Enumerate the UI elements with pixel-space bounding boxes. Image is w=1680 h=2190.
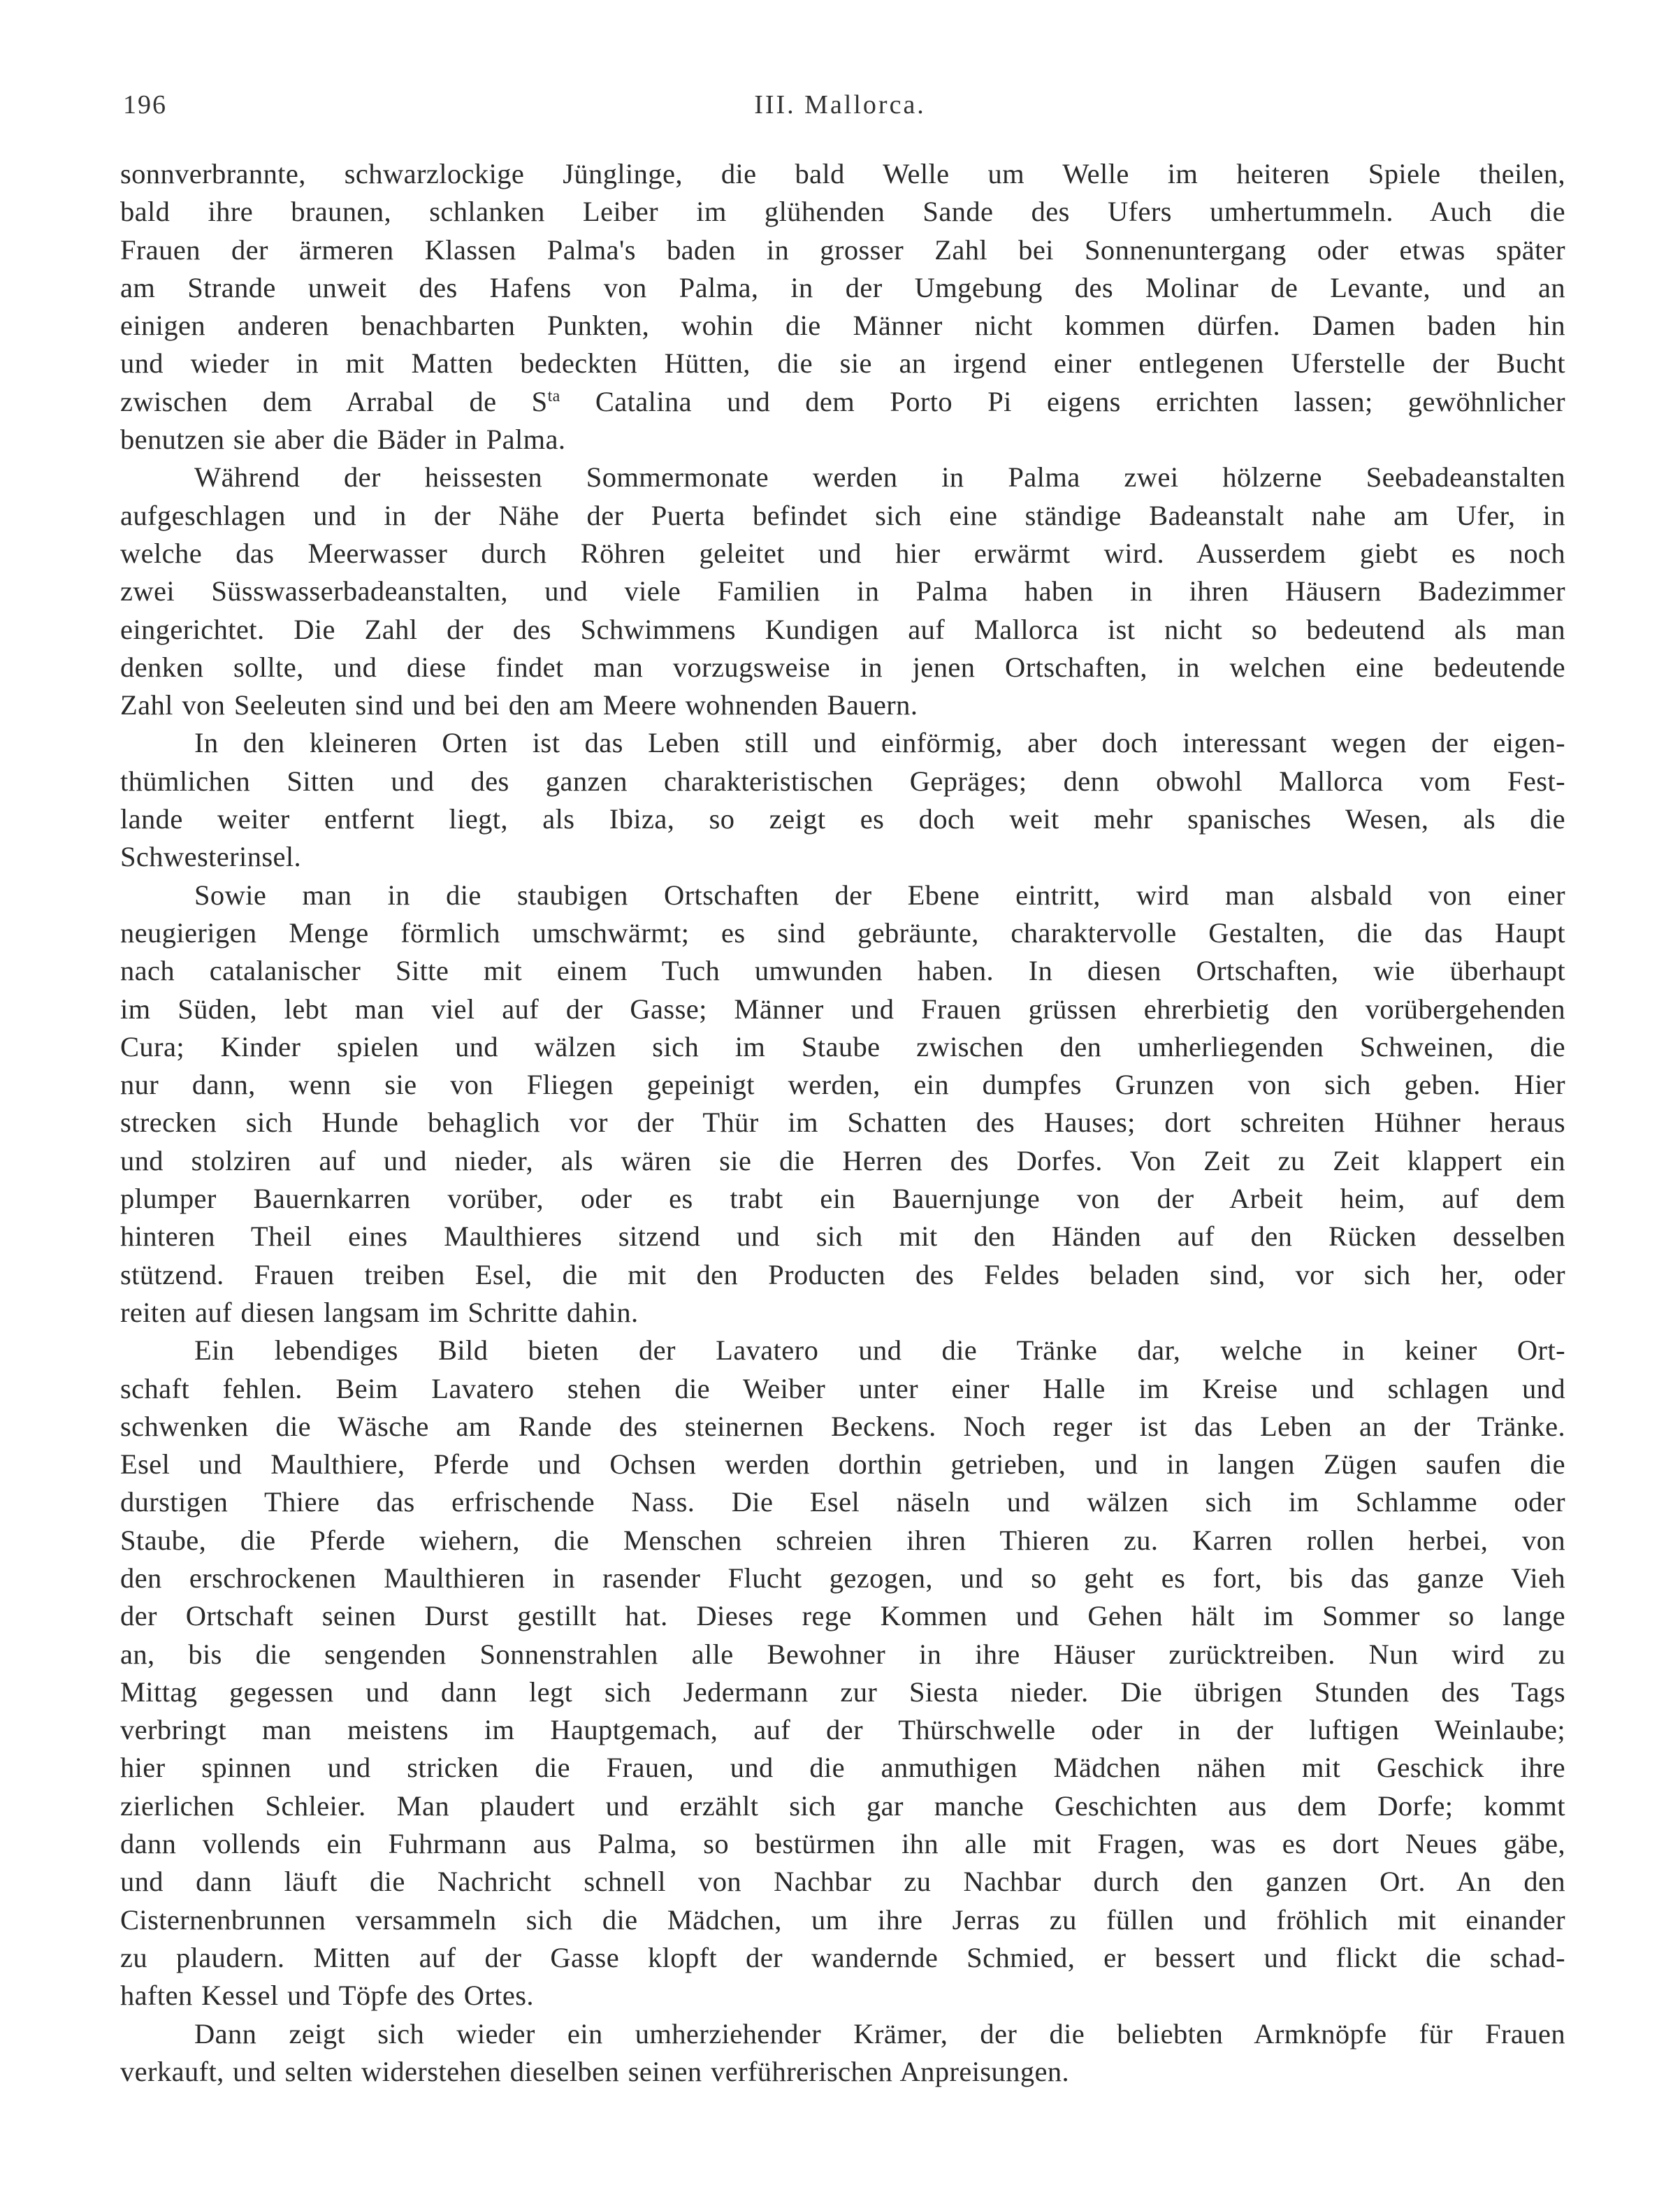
body-text xyxy=(120,155,1565,2091)
superscript: ta xyxy=(547,387,560,405)
text-line: hier spinnen und stricken die Frauen, und die anmuthigen Mädchen nähen mit Geschick ihre xyxy=(120,1752,1565,1784)
text-line: im Süden, lebt man viel auf der Gasse; Männer und Frauen grüssen ehrerbietig den vorübergehenden xyxy=(120,993,1565,1025)
text-line: einigen anderen benachbarten Punkten, wohin die Männer nicht kommen dürfen. Damen baden hin xyxy=(120,310,1565,342)
paragraph xyxy=(120,724,1565,876)
page-number: 196 xyxy=(123,90,167,120)
text-line: nach catalanischer Sitte mit einem Tuch umwunden haben. In diesen Ortschaften, wie überhaupt xyxy=(120,955,1565,987)
text-line: thümlichen Sitten und des ganzen charakteristischen Gepräges; denn obwohl Mallorca vom Fest- xyxy=(120,765,1565,797)
text-line: benutzen sie aber die Bäder in Palma. xyxy=(120,424,566,456)
text-line: zwei Süsswasserbadeanstalten, und viele Familien in Palma haben in ihren Häusern Badezimmer xyxy=(120,575,1565,607)
text-line: reiten auf diesen langsam im Schritte dahin. xyxy=(120,1296,639,1328)
text-line: strecken sich Hunde behaglich vor der Thür im Schatten des Hauses; dort schreiten Hühner heraus xyxy=(120,1107,1565,1139)
text-line: Cura; Kinder spielen und wälzen sich im Staube zwischen den umherliegenden Schweinen, die xyxy=(120,1030,1565,1062)
paragraph xyxy=(120,2015,1565,2091)
text-line: Ein lebendiges Bild bieten der Lavatero und die Tränke dar, welche in keiner Ort- xyxy=(194,1334,1565,1367)
text-line: verkauft, und selten widerstehen dieselben seinen verführerischen Anpreisungen. xyxy=(120,2055,1070,2087)
text-line: plumper Bauernkarren vorüber, oder es trabt ein Bauernjunge von der Arbeit heim, auf dem xyxy=(120,1183,1565,1215)
text-line: aufgeschlagen und in der Nähe der Puerta befindet sich eine ständige Badeanstalt nahe am Ufer, in xyxy=(120,499,1565,531)
text-line: denken sollte, und diese findet man vorzugsweise in jenen Ortschaften, in welchen eine bedeutende xyxy=(120,651,1565,683)
text-segment: zwischen dem Arrabal de S xyxy=(120,385,548,417)
text-line: am Strande unweit des Hafens von Palma, in der Umgebung des Molinar de Levante, und an xyxy=(120,271,1565,303)
text-line: Zahl von Seeleuten sind und bei den am Meere wohnenden Bauern. xyxy=(120,689,918,721)
text-line: Staube, die Pferde wiehern, die Menschen schreien ihren Thieren zu. Karren rollen herbei, von xyxy=(120,1524,1565,1556)
text-line: hinteren Theil eines Maulthieres sitzend und sich mit den Händen auf den Rücken desselben xyxy=(120,1220,1565,1253)
text-line: haften Kessel und Töpfe des Ortes. xyxy=(120,1980,534,2012)
text-line: verbringt man meistens im Hauptgemach, auf der Thürschwelle oder in der luftigen Weinlaube; xyxy=(120,1714,1565,1746)
text-line: welche das Meerwasser durch Röhren geleitet und hier erwärmt wird. Ausserdem giebt es noch xyxy=(120,537,1565,569)
text-line: In den kleineren Orten ist das Leben still und einförmig, aber doch interessant wegen der eigen- xyxy=(194,727,1565,759)
text-line: dann vollends ein Fuhrmann aus Palma, so bestürmen ihn alle mit Fragen, was es dort Neues gäbe, xyxy=(120,1828,1565,1860)
paragraph xyxy=(120,1332,1565,2015)
text-line xyxy=(120,383,1565,421)
text-line: den erschrockenen Maulthieren in rasender Flucht gezogen, und so geht es fort, bis das ganze Vieh xyxy=(120,1562,1565,1594)
text-line: Mittag gegessen und dann legt sich Jedermann zur Siesta nieder. Die übrigen Stunden des Tags xyxy=(120,1676,1565,1708)
text-line: Esel und Maulthiere, Pferde und Ochsen werden dorthin getrieben, und in langen Zügen saufen die xyxy=(120,1448,1565,1481)
text-line: stützend. Frauen treiben Esel, die mit den Producten des Feldes beladen sind, vor sich her, oder xyxy=(120,1258,1565,1290)
text-line: Schwesterinsel. xyxy=(120,841,302,873)
text-line: schwenken die Wäsche am Rande des steinernen Beckens. Noch reger ist das Leben an der Tränke. xyxy=(120,1410,1565,1442)
text-line: Sowie man in die staubigen Ortschaften der Ebene eintritt, wird man alsbald von einer xyxy=(194,879,1565,911)
text-line: sonnverbrannte, schwarzlockige Jünglinge, die bald Welle um Welle im heiteren Spiele theilen, xyxy=(120,158,1565,189)
text-line: bald ihre braunen, schlanken Leiber im glühenden Sande des Ufers umhertummeln. Auch die xyxy=(120,196,1565,228)
text-line: der Ortschaft seinen Durst gestillt hat. Dieses rege Kommen und Gehen hält im Sommer so lange xyxy=(120,1600,1565,1632)
paragraph xyxy=(120,877,1565,1332)
text-line: eingerichtet. Die Zahl der des Schwimmens Kundigen auf Mallorca ist nicht so bedeutend als man xyxy=(120,613,1565,645)
text-line: Dann zeigt sich wieder ein umherziehender Krämer, der die beliebten Armknöpfe für Frauen xyxy=(194,2017,1565,2049)
text-line: neugierigen Menge förmlich umschwärmt; es sind gebräunte, charaktervolle Gestalten, die das Haupt xyxy=(120,916,1565,949)
text-line: schaft fehlen. Beim Lavatero stehen die Weiber unter einer Halle im Kreise und schlagen und xyxy=(120,1372,1565,1404)
text-line: zierlichen Schleier. Man plaudert und erzählt sich gar manche Geschichten aus dem Dorfe; kommt xyxy=(120,1789,1565,1822)
text-line: Während der heissesten Sommermonate werden in Palma zwei hölzerne Seebadeanstalten xyxy=(194,461,1565,494)
text-line: lande weiter entfernt liegt, als Ibiza, so zeigt es doch weit mehr spanisches Wesen, als die xyxy=(120,803,1565,835)
text-line: Cisternenbrunnen versammeln sich die Mädchen, um ihre Jerras zu füllen und fröhlich mit einander xyxy=(120,1903,1565,1936)
text-segment: Catalina und dem Porto Pi eigens errichten lassen; gewöhnlicher xyxy=(560,385,1565,417)
text-line: an, bis die sengenden Sonnenstrahlen alle Bewohner in ihre Häuser zurücktreiben. Nun wird zu xyxy=(120,1638,1565,1670)
text-line: Frauen der ärmeren Klassen Palma's baden in grosser Zahl bei Sonnenuntergang oder etwas später xyxy=(120,233,1565,266)
running-title: III. Mallorca. xyxy=(754,90,926,120)
text-line: durstigen Thiere das erfrischende Nass. Die Esel näseln und wälzen sich im Schlamme oder xyxy=(120,1486,1565,1518)
paragraph xyxy=(120,155,1565,459)
paragraph xyxy=(120,459,1565,724)
text-line: und dann läuft die Nachricht schnell von Nachbar zu Nachbar durch den ganzen Ort. An den xyxy=(120,1866,1565,1898)
text-line: und wieder in mit Matten bedeckten Hütten, die sie an irgend einer entlegenen Uferstelle der Bucht xyxy=(120,347,1565,380)
text-line: zu plaudern. Mitten auf der Gasse klopft der wandernde Schmied, er bessert und flickt die schad- xyxy=(120,1941,1565,1973)
text-line: nur dann, wenn sie von Fliegen gepeinigt werden, ein dumpfes Grunzen von sich geben. Hier xyxy=(120,1069,1565,1101)
text-line: und stolziren auf und nieder, als wären sie die Herren des Dorfes. Von Zeit zu Zeit klappert ein xyxy=(120,1144,1565,1176)
